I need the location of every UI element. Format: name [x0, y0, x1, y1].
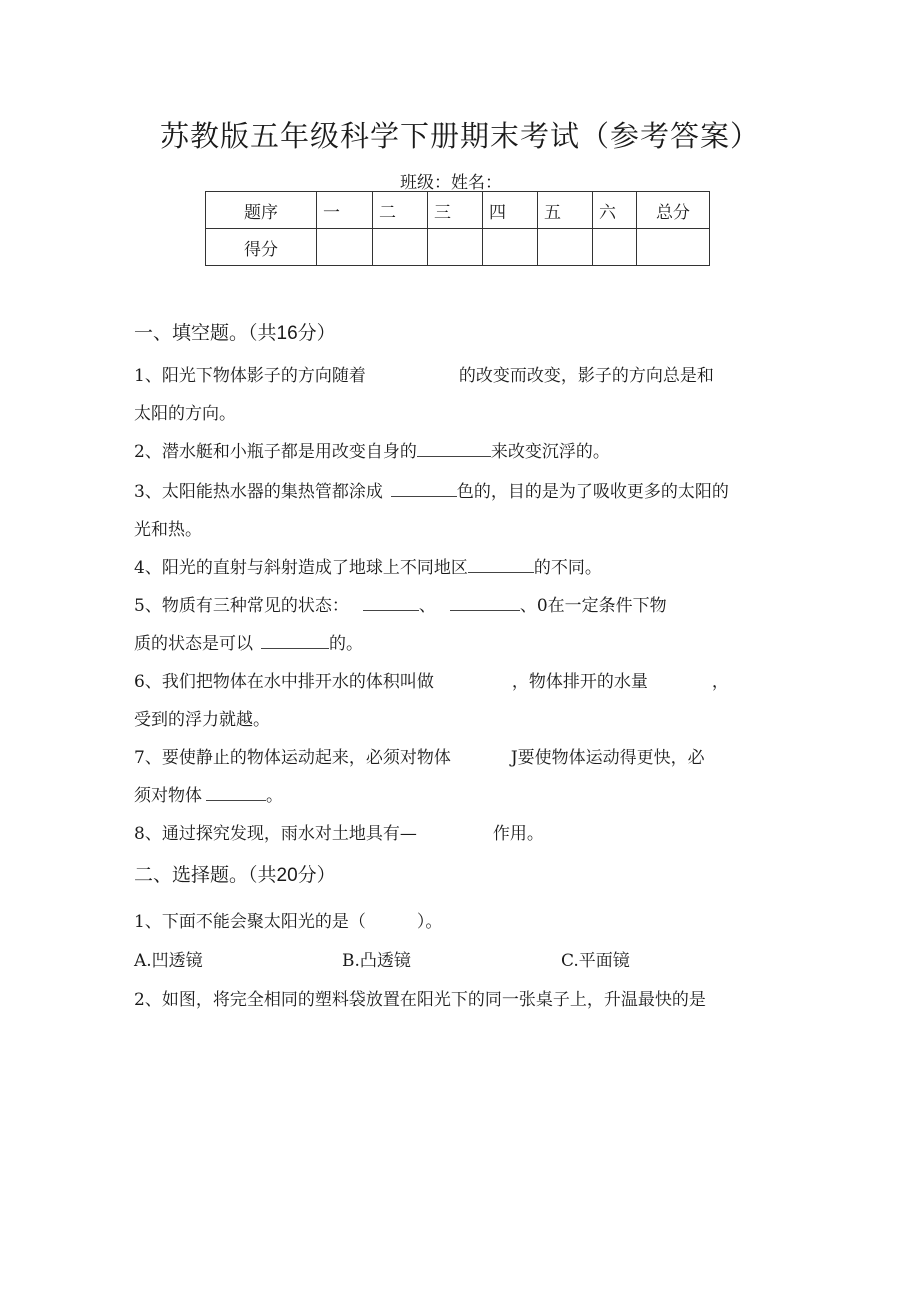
q3-blank[interactable] — [391, 482, 457, 497]
score-table — [205, 191, 710, 266]
section1-heading-points: 16 — [276, 323, 298, 344]
question-7-line-2 — [134, 781, 283, 806]
q7-blank-2[interactable] — [206, 786, 266, 801]
q5-text-a: 5、物质有三种常见的状态： — [134, 596, 349, 616]
q5-separator: 、 — [418, 596, 436, 616]
score-table-col-6: 六 — [593, 192, 637, 229]
q7-text-b: J要使物体运动得更快，必 — [510, 748, 705, 768]
q7-text-a: 7、要使静止的物体运动起来，必须对物体 — [134, 748, 451, 768]
q5-text-d: 的。 — [329, 634, 363, 654]
q6-text-c: ， — [711, 672, 729, 692]
question-3-line-2: 光和热。 — [134, 520, 202, 540]
score-cell-6[interactable] — [593, 229, 637, 266]
page-title: 苏教版五年级科学下册期末考试（参考答案） — [159, 119, 760, 153]
q5-text-b: 、0在一定条件下物 — [519, 596, 667, 616]
q7-text-d: 。 — [266, 786, 283, 806]
q8-text-b: 作用。 — [492, 824, 544, 844]
q7-text-c: 须对物体 — [134, 786, 202, 806]
score-table-col-2: 二 — [373, 192, 428, 229]
question-4 — [134, 553, 602, 578]
score-table-col-4: 四 — [483, 192, 538, 229]
question-5-line-1 — [134, 591, 667, 616]
class-name-label: 班级：姓名： — [400, 173, 502, 193]
score-cell-2[interactable] — [373, 229, 428, 266]
choice-question-1: 1、下面不能会聚太阳光的是（ ）。 — [134, 912, 443, 932]
score-cell-1[interactable] — [317, 229, 373, 266]
q5-text-c: 质的状态是可以 — [134, 634, 253, 654]
section1-heading-prefix: 一、填空题。（共 — [134, 322, 277, 344]
question-2 — [134, 437, 610, 462]
q2-text-a: 2、潜水艇和小瓶子都是用改变自身的 — [134, 442, 417, 462]
score-table-col-1: 一 — [317, 192, 373, 229]
q3-text-b: 色的，目的是为了吸收更多的太阳的 — [456, 482, 729, 502]
q5-blank-1[interactable] — [363, 596, 419, 611]
q1-text-b: 的改变而改变，影子的方向总是和 — [458, 366, 714, 386]
score-cell-total[interactable] — [637, 229, 710, 266]
score-table-score-row — [206, 229, 710, 266]
q6-text-b: ，物体排开的水量 — [511, 672, 648, 692]
choice-option-c[interactable]: C.平面镜 — [561, 951, 630, 971]
q6-text-a: 6、我们把物体在水中排开水的体积叫做 — [134, 672, 434, 692]
choice-question-2: 2、如图，将完全相同的塑料袋放置在阳光下的同一张桌子上，升温最快的是 — [134, 990, 706, 1010]
q8-text-a: 8、通过探究发现，雨水对土地具有— — [134, 824, 417, 844]
q5-blank-3[interactable] — [261, 634, 329, 649]
question-5-line-2 — [134, 629, 363, 654]
choice-option-a[interactable]: A.凹透镜 — [134, 951, 203, 971]
q2-blank[interactable] — [417, 442, 491, 457]
question-3-line-1 — [134, 477, 729, 502]
section2-heading-suffix: 分） — [297, 864, 336, 886]
question-1-line-2: 太阳的方向。 — [134, 404, 236, 424]
question-6-line-2: 受到的浮力就越。 — [134, 710, 270, 730]
score-table-col-total: 总分 — [637, 192, 710, 229]
q4-blank[interactable] — [468, 558, 534, 573]
question-8 — [134, 819, 544, 844]
section1-heading-suffix: 分） — [297, 322, 336, 344]
score-table-col-5: 五 — [538, 192, 593, 229]
q2-text-b: 来改变沉浮的。 — [490, 442, 610, 462]
question-6-line-1 — [134, 667, 729, 692]
question-7-line-1 — [134, 743, 705, 768]
score-table-header-label: 题序 — [206, 192, 317, 229]
section-fill-in-heading — [134, 318, 336, 345]
section2-heading-prefix: 二、选择题。（共 — [134, 864, 277, 886]
q3-text-a: 3、太阳能热水器的集热管都涂成 — [134, 482, 383, 502]
question-1-line-1 — [134, 361, 714, 386]
q1-text-a: 1、阳光下物体影子的方向随着 — [134, 366, 366, 386]
section2-heading-points: 20 — [276, 865, 298, 886]
score-cell-5[interactable] — [538, 229, 593, 266]
choice-option-b[interactable]: B.凸透镜 — [342, 951, 411, 971]
score-cell-4[interactable] — [483, 229, 538, 266]
score-cell-3[interactable] — [428, 229, 483, 266]
q4-text-b: 的不同。 — [533, 558, 602, 578]
score-table-header-row — [206, 192, 710, 229]
q4-text-a: 4、阳光的直射与斜射造成了地球上不同地区 — [134, 558, 468, 578]
score-table-row-label: 得分 — [206, 229, 317, 266]
score-table-col-3: 三 — [428, 192, 483, 229]
q5-blank-2[interactable] — [450, 596, 520, 611]
section-choice-heading — [134, 860, 336, 887]
